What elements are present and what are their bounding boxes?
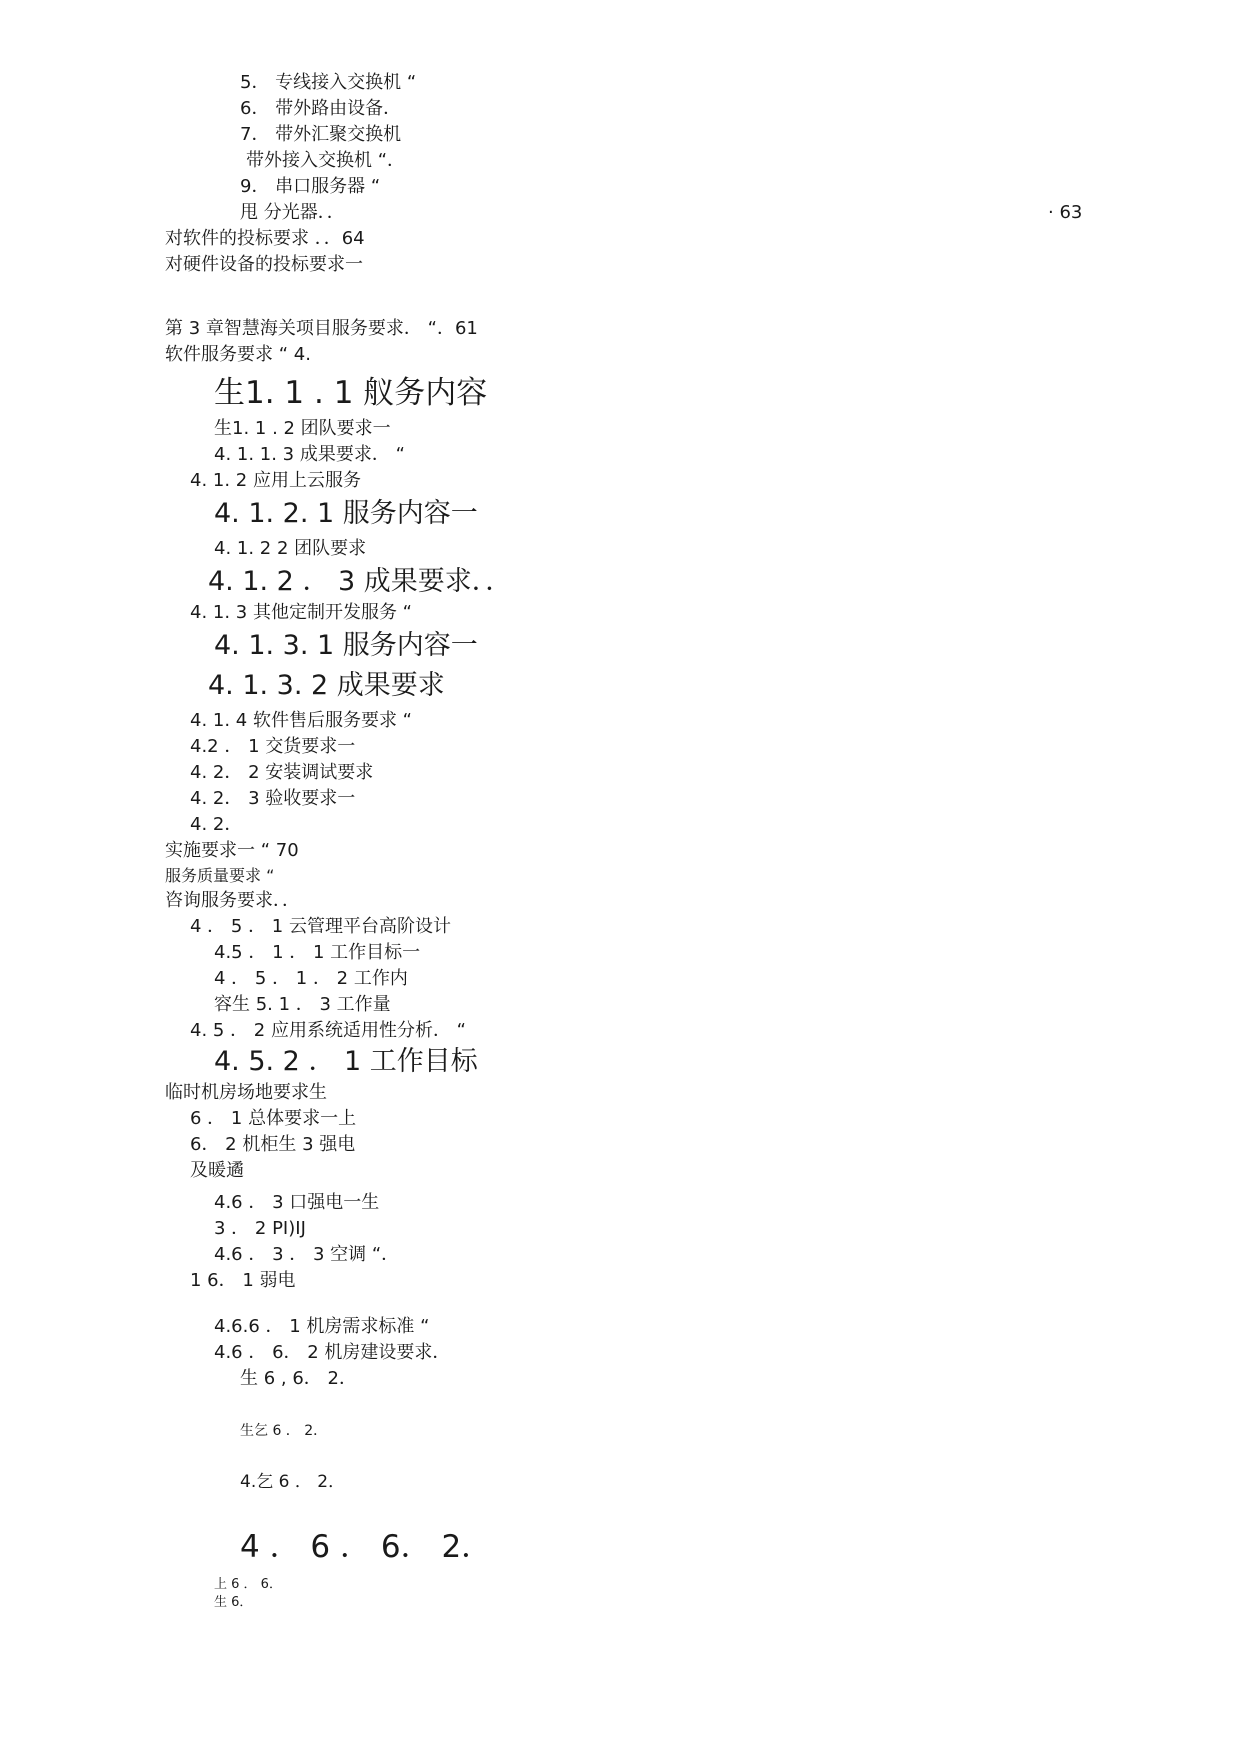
toc-entry: 生1. 1 . 1 舣务内容: [214, 375, 488, 411]
toc-entry: 对硬件设备的投标要求一: [165, 254, 363, 275]
toc-entry: 4.乞 6 ． 2．: [240, 1472, 346, 1492]
toc-entry: 5． 专线接入交换机 “: [240, 72, 417, 93]
toc-entry: 生 6．: [214, 1595, 253, 1610]
toc-entry: 4. 1. 3. 2 成果要求: [208, 670, 445, 701]
toc-entry: 4. 1. 2 ． 3 成果要求．．: [208, 566, 513, 597]
toc-entry: 4. 2．: [190, 814, 243, 835]
toc-entry: 4. 5. 2 ． 1 工作目标: [214, 1046, 478, 1077]
toc-entry: 实施要求一 “ 70: [165, 840, 299, 861]
toc-entry: 生1. 1 . 2 团队要求一: [214, 418, 391, 439]
toc-entry: 4. 1. 3. 1 服务内容一: [214, 630, 478, 661]
toc-entry: 6 ． 1 总体要求一上: [190, 1108, 357, 1129]
toc-chapter-heading: 第 3 章智慧海关项目服务要求． “．61: [165, 318, 478, 339]
toc-entry: 对软件的投标要求 ．．64: [165, 228, 365, 249]
toc-entry: 咨询服务要求．．: [165, 890, 300, 911]
toc-entry: 及暖遹: [190, 1160, 244, 1181]
toc-entry: 生 6 , 6． 2．: [240, 1368, 357, 1389]
toc-entry: 服务质量要求 “: [165, 866, 275, 885]
toc-entry: 4.2 ． 1 交货要求一: [190, 736, 356, 757]
toc-entry: 1 6． 1 弱电: [190, 1270, 296, 1291]
toc-entry: 4. 1. 3 其他定制开发服务 “: [190, 602, 413, 623]
toc-entry: 4. 2． 3 验收要求一: [190, 788, 356, 809]
toc-entry: 上 6 ． 6．: [214, 1577, 282, 1592]
toc-entry: 4.6.6 ． 1 机房需求标准 “: [214, 1316, 430, 1337]
toc-entry: 4. 1. 2 2 团队要求: [214, 538, 367, 559]
toc-entry: 4.6 ． 6． 2 机房建设要求．: [214, 1342, 451, 1363]
toc-entry: 6． 带外路由设备．: [240, 98, 402, 119]
toc-entry: 4. 1. 2 应用上云服务: [190, 470, 361, 491]
toc-entry: 临时机房场地要求生: [165, 1082, 327, 1103]
toc-entry: 4. 1. 2. 1 服务内容一: [214, 498, 478, 529]
toc-entry: 7． 带外汇聚交换机: [240, 124, 402, 145]
toc-entry: 9． 串口服务器 “: [240, 176, 381, 197]
toc-entry: 生乞 6 ． 2．: [240, 1423, 328, 1439]
toc-entry: 4.6 ． 3 口强电一生: [214, 1192, 380, 1213]
toc-entry: 4 ． 5 ． 1 ． 2 工作内: [214, 968, 408, 989]
toc-entry: 6． 2 机柜生 3 强电: [190, 1134, 356, 1155]
toc-page-number: · 63: [1048, 202, 1083, 223]
toc-entry: 容生 5. 1 ． 3 工作量: [214, 994, 391, 1015]
toc-entry: 4. 1. 1. 3 成果要求． “: [214, 444, 405, 465]
toc-entry: 带外接入交换机 “．: [246, 150, 406, 171]
toc-entry: 4. 1. 4 软件售后服务要求 “: [190, 710, 413, 731]
toc-entry: 4.6 ． 3 ． 3 空调 “．: [214, 1244, 400, 1265]
toc-entry: 甩 分光器．．: [240, 202, 345, 223]
toc-entry: 4. 2． 2 安装调试要求: [190, 762, 374, 783]
toc-entry: 4. 5 ． 2 应用系统适用性分析． “: [190, 1020, 467, 1041]
toc-entry: 4 ． 5 ． 1 云管理平台高阶设计: [190, 916, 451, 937]
toc-entry: 3 ． 2 PI)IJ: [214, 1218, 306, 1239]
toc-entry: 4.5 ． 1 ． 1 工作目标一: [214, 942, 421, 963]
toc-entry: 软件服务要求 “ 4.: [165, 344, 311, 365]
toc-entry: 4 ． 6 ． 6． 2．: [240, 1529, 493, 1565]
